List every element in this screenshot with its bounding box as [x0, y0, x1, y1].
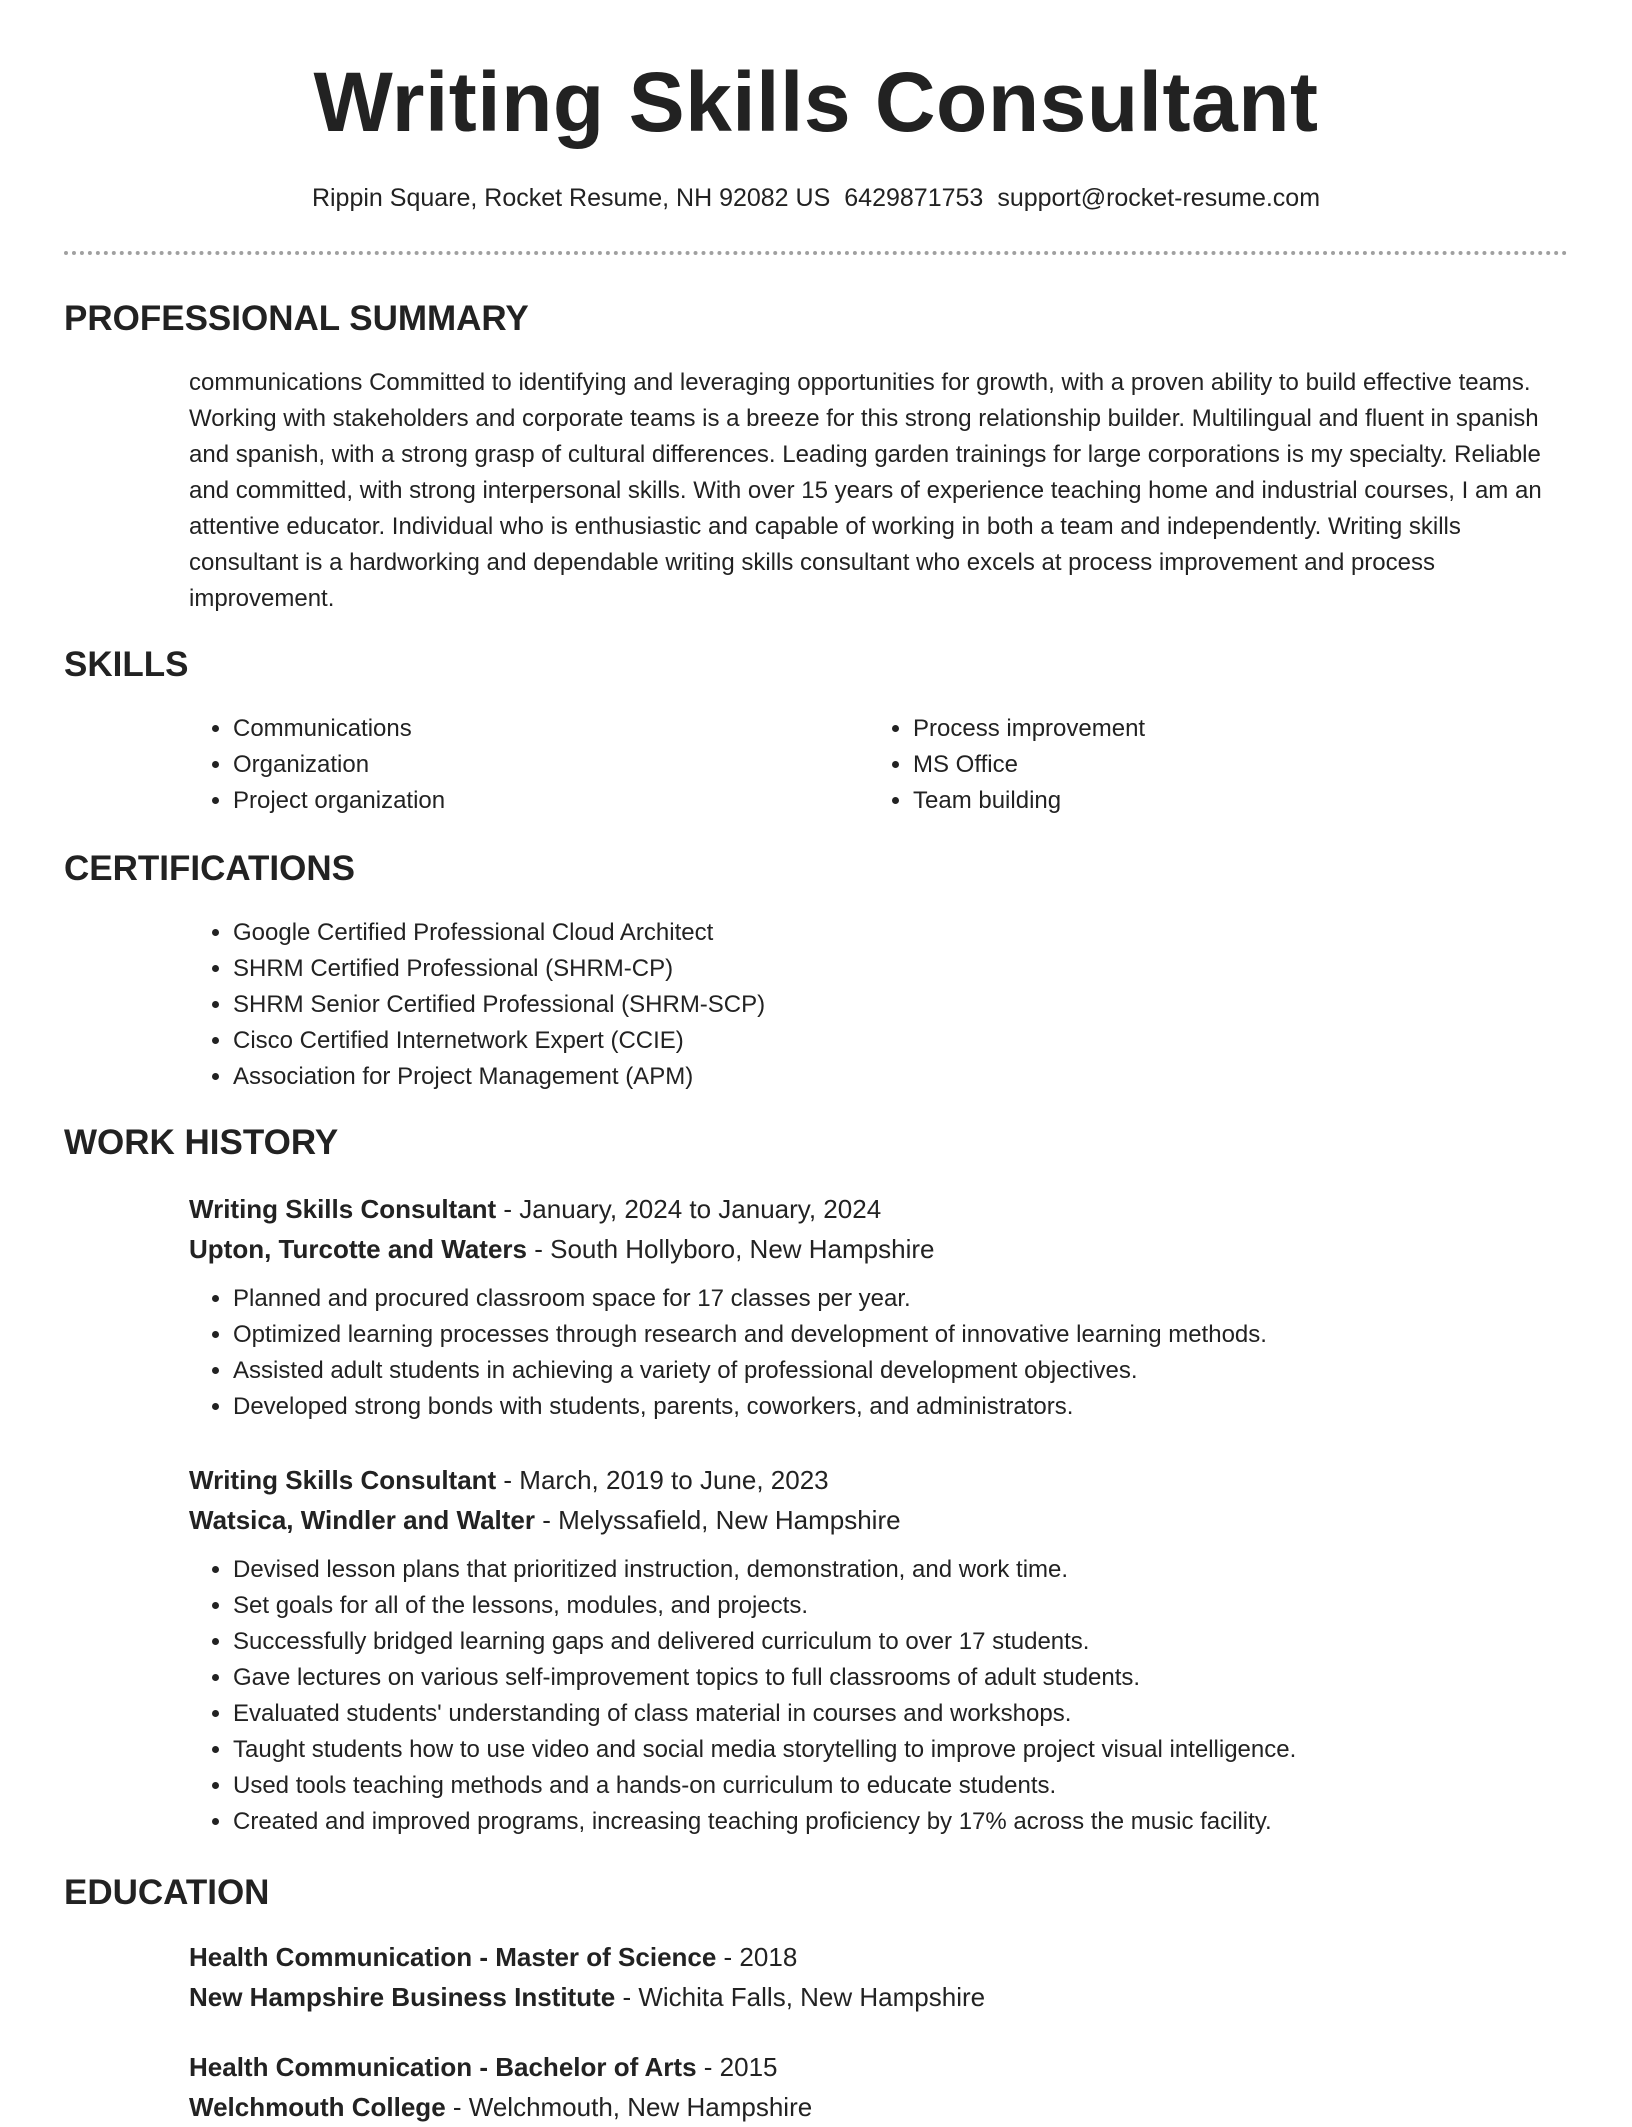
job-duty: • Assisted adult students in achieving a variety of professional development objectives. — [233, 1353, 1567, 1389]
header-divider — [64, 251, 1568, 255]
certifications-list — [189, 915, 1489, 1095]
job-title-line — [189, 1460, 1567, 1500]
resume-name: Writing Skills Consultant — [313, 55, 1319, 149]
school-location: - Wichita Falls, New Hampshire — [615, 1982, 986, 2012]
degree-name: Health Communication - Master of Science — [189, 1942, 717, 1972]
degree-name: Health Communication - Bachelor of Arts — [189, 2052, 697, 2082]
job-duties — [189, 1552, 1567, 1840]
school-location: - Welchmouth, New Hampshire — [445, 2092, 813, 2122]
job-duty: • Taught students how to use video and social media storytelling to improve project visual intelligence. — [233, 1732, 1567, 1768]
job-duty: • Created and improved programs, increasing teaching proficiency by 17% across the music facility. — [233, 1804, 1567, 1840]
job-company: Upton, Turcotte and Waters — [189, 1234, 527, 1264]
job-title-line — [189, 1189, 1567, 1229]
job-location: - Melyssafield, New Hampshire — [535, 1505, 901, 1535]
contact-address: Rippin Square, Rocket Resume, NH 92082 US — [311, 184, 831, 212]
job-company: Watsica, Windler and Walter — [189, 1505, 536, 1535]
job-company-line — [189, 1229, 1567, 1269]
job-duty: • Evaluated students' understanding of class material in courses and workshops. — [233, 1696, 1567, 1732]
summary-heading: PROFESSIONAL SUMMARY — [64, 299, 529, 338]
job-duty: • Developed strong bonds with students, parents, coworkers, and administrators. — [233, 1389, 1567, 1425]
job-duty: • Planned and procured classroom space for 17 classes per year. — [233, 1281, 1567, 1317]
degree-line — [189, 1937, 1567, 1977]
school-name: Welchmouth College — [189, 2092, 446, 2122]
contact-phone: 6429871753 — [844, 184, 984, 212]
job-duty: • Gave lectures on various self-improvement topics to full classrooms of adult students. — [233, 1660, 1567, 1696]
skill-item: • Project organization — [233, 783, 839, 819]
skill-item: • Team building — [913, 783, 1519, 819]
school-name: New Hampshire Business Institute — [189, 1982, 616, 2012]
skill-item: • Process improvement — [913, 711, 1519, 747]
job-company-line — [189, 1500, 1567, 1540]
skill-item: • MS Office — [913, 747, 1519, 783]
skills-right-column — [869, 711, 1519, 819]
job-duty: • Used tools teaching methods and a hands-on curriculum to educate students. — [233, 1768, 1567, 1804]
contact-line — [0, 181, 1632, 215]
job-duty: • Set goals for all of the lessons, modules, and projects. — [233, 1588, 1567, 1624]
certification-item: • Association for Project Management (APM) — [233, 1059, 1489, 1095]
school-line — [189, 2087, 1567, 2127]
skills-heading: SKILLS — [64, 645, 189, 684]
work-history-heading: WORK HISTORY — [64, 1123, 339, 1162]
skill-item: • Communications — [233, 711, 839, 747]
job-entry — [189, 1189, 1567, 1425]
job-location: - South Hollyboro, New Hampshire — [527, 1234, 935, 1264]
job-dates: - March, 2019 to June, 2023 — [496, 1465, 829, 1495]
job-duty: • Devised lesson plans that prioritized instruction, demonstration, and work time. — [233, 1552, 1567, 1588]
degree-year: - 2015 — [696, 2052, 778, 2082]
education-heading: EDUCATION — [64, 1873, 270, 1912]
certification-item: • Cisco Certified Internetwork Expert (CCIE) — [233, 1023, 1489, 1059]
certification-item: • SHRM Senior Certified Professional (SHRM-SCP) — [233, 987, 1489, 1023]
skill-item: • Organization — [233, 747, 839, 783]
job-entry — [189, 1460, 1567, 1840]
job-duties — [189, 1281, 1567, 1425]
certification-item: • Google Certified Professional Cloud Architect — [233, 915, 1489, 951]
summary-text: communications Committed to identifying and leveraging opportunities for growth, with a proven ability to build effective teams. Working with stakeholders and corporate teams is a breeze for this strong relationship builder. Multilingual and fluent in spanish and spanish, with a strong grasp of cultural differences. Leading garden trainings for large corporations is my specialty. Reliable and committed, with strong interpersonal skills. With over 15 years of experience teaching home and industrial courses, I am an attentive educator. Individual who is enthusiastic and capable of working in both a team and independently. Writing skills consultant is a hardworking and dependable writing skills consultant who excels at process improvement and process improvement. — [189, 369, 1542, 612]
degree-year: - 2018 — [716, 1942, 798, 1972]
job-role: Writing Skills Consultant — [189, 1465, 497, 1495]
job-role: Writing Skills Consultant — [189, 1194, 497, 1224]
school-line — [189, 1977, 1567, 2017]
skills-left-column — [189, 711, 839, 819]
job-duty: • Successfully bridged learning gaps and delivered curriculum to over 17 students. — [233, 1624, 1567, 1660]
contact-email[interactable]: support@rocket-resume.com — [997, 184, 1321, 212]
certifications-heading: CERTIFICATIONS — [64, 849, 356, 888]
job-dates: - January, 2024 to January, 2024 — [496, 1194, 882, 1224]
education-entry — [189, 2047, 1567, 2127]
education-entry — [189, 1937, 1567, 2017]
certification-item: • SHRM Certified Professional (SHRM-CP) — [233, 951, 1489, 987]
degree-line — [189, 2047, 1567, 2087]
job-duty: • Optimized learning processes through research and development of innovative learning methods. — [233, 1317, 1567, 1353]
